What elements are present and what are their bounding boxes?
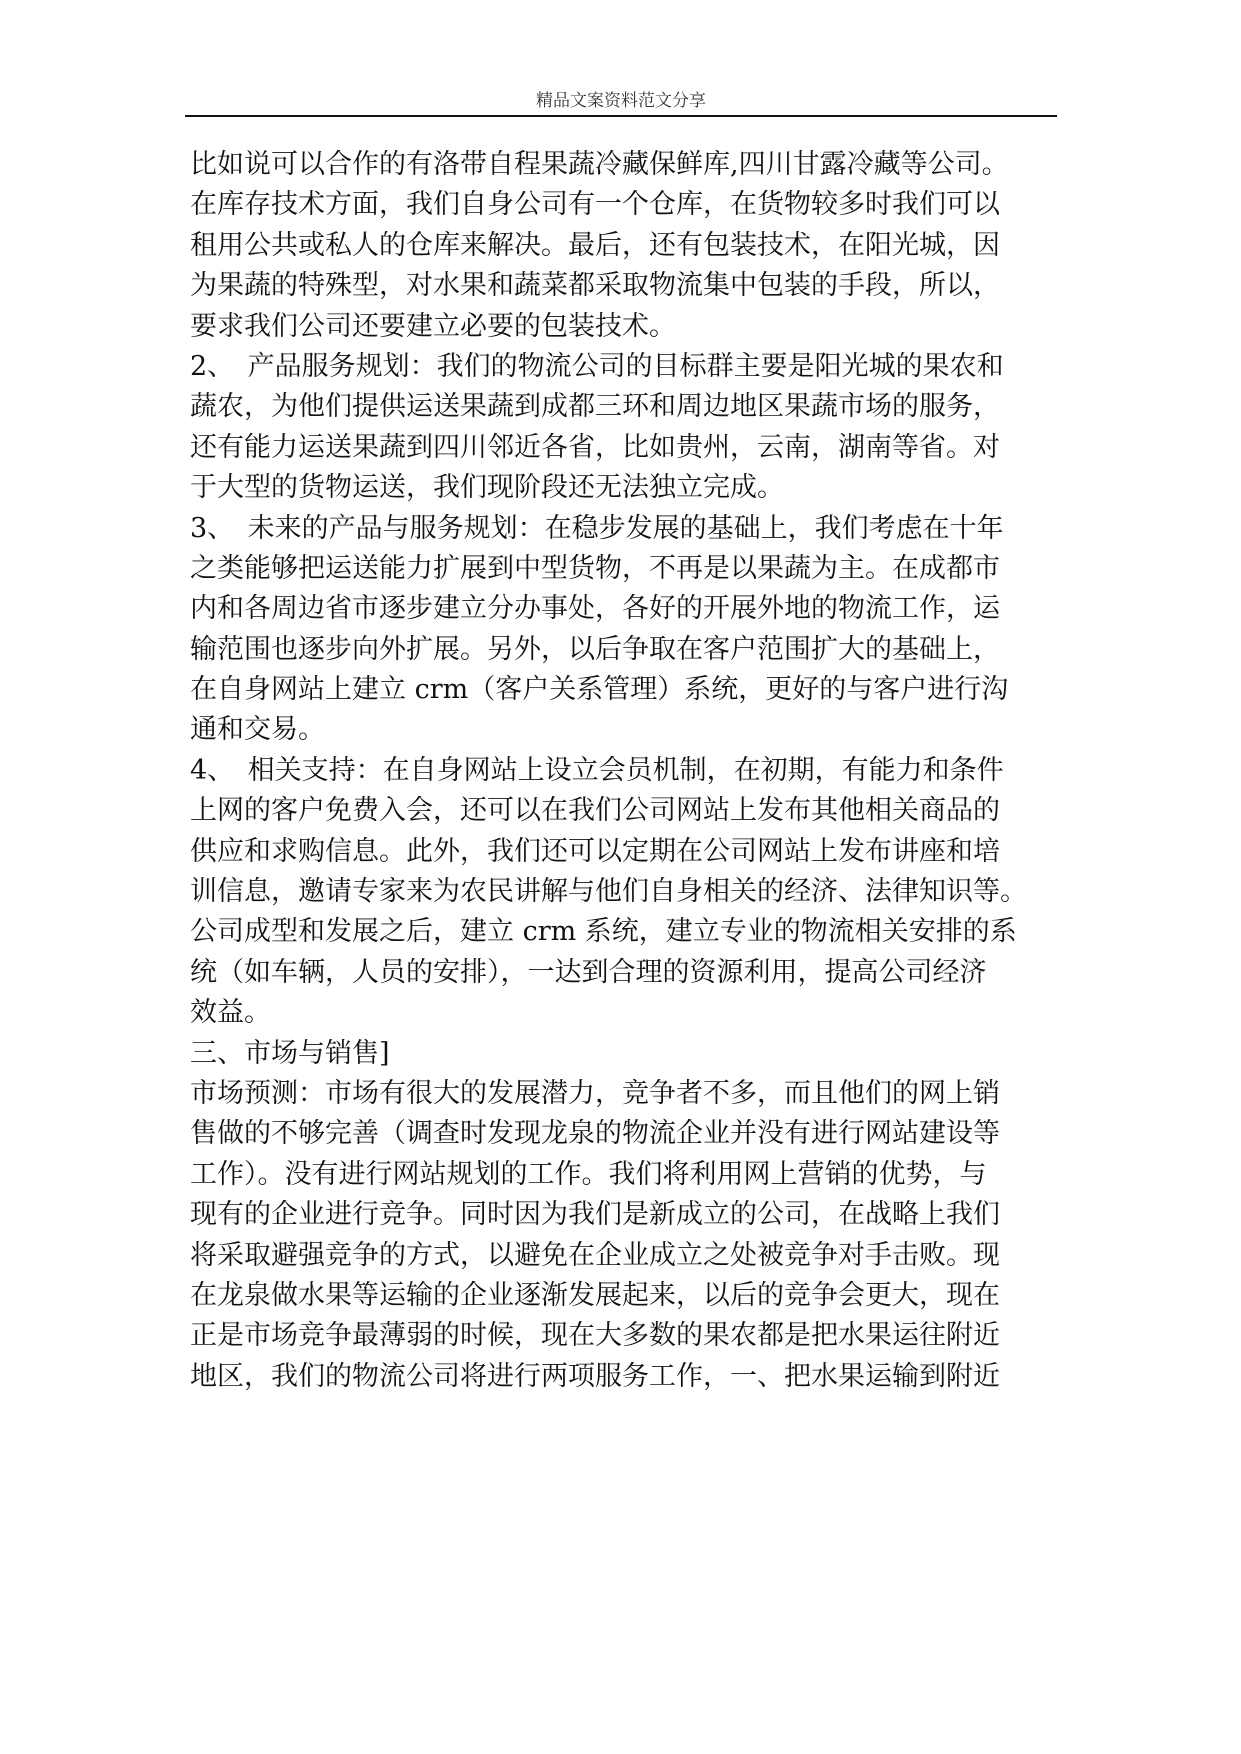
text-line: 在自身网站上建立 crm（客户关系管理）系统，更好的与客户进行沟	[190, 674, 1009, 706]
text-line: 比如说可以合作的有洛带自程果蔬冷藏保鲜库,四川甘露冷藏等公司。	[190, 149, 1009, 180]
text-line: 上网的客户免费入会，还可以在我们公司网站上发布其他相关商品的	[190, 795, 1000, 827]
text-line: 售做的不够完善（调查时发现龙泉的物流企业并没有进行网站建设等	[190, 1118, 1000, 1150]
text-line: 在库存技术方面，我们自身公司有一个仓库，在货物较多时我们可以	[190, 189, 1000, 221]
text-line: 内和各周边省市逐步建立分办事处，各好的开展外地的物流工作，运	[190, 593, 1000, 625]
text-line: 于大型的货物运送，我们现阶段还无法独立完成。	[190, 472, 784, 504]
list-item-2: 2、 产品服务规划：我们的物流公司的目标群主要是阳光城的果农和	[190, 350, 1004, 382]
text-line: 之类能够把运送能力扩展到中型货物，不再是以果蔬为主。在成都市	[190, 552, 1000, 584]
text-line: 为果蔬的特殊型，对水果和蔬菜都采取物流集中包装的手段，所以，	[190, 270, 1000, 302]
text-line: 市场预测：市场有很大的发展潜力，竞争者不多，而且他们的网上销	[190, 1077, 1000, 1109]
text-line: 效益。	[190, 997, 271, 1029]
text-line: 通和交易。	[190, 714, 325, 746]
section-heading: 三、市场与销售]	[190, 1037, 390, 1069]
text-line: 在龙泉做水果等运输的企业逐渐发展起来，以后的竞争会更大，现在	[190, 1279, 1000, 1311]
page-header: 精品文案资料范文分享	[536, 91, 706, 111]
text-line: 输范围也逐步向外扩展。另外，以后争取在客户范围扩大的基础上，	[190, 633, 1000, 665]
text-line: 要求我们公司还要建立必要的包装技术。	[190, 310, 676, 342]
text-line: 供应和求购信息。此外，我们还可以定期在公司网站上发布讲座和培	[190, 835, 1000, 867]
text-line: 工作）。没有进行网站规划的工作。我们将利用网上营销的优势，与	[190, 1158, 987, 1190]
text-line: 训信息，邀请专家来为农民讲解与他们自身相关的经济、法律知识等。	[190, 876, 1027, 908]
text-line: 将采取避强竞争的方式，以避免在企业成立之处被竞争对手击败。现	[190, 1239, 1000, 1271]
document-body	[190, 145, 1090, 1397]
text-line: 租用公共或私人的仓库来解决。最后，还有包装技术，在阳光城，因	[190, 229, 1000, 261]
text-line: 正是市场竞争最薄弱的时候，现在大多数的果农都是把水果运往附近	[190, 1320, 1000, 1352]
text-line: 还有能力运送果蔬到四川邻近各省，比如贵州，云南，湖南等省。对	[190, 431, 1000, 463]
text-line: 蔬农，为他们提供运送果蔬到成都三环和周边地区果蔬市场的服务，	[190, 391, 1000, 423]
list-item-4: 4、 相关支持：在自身网站上设立会员机制，在初期，有能力和条件	[190, 754, 1004, 786]
text-line: 统（如车辆，人员的安排），一达到合理的资源利用，提高公司经济	[190, 956, 987, 988]
list-item-3: 3、 未来的产品与服务规划：在稳步发展的基础上，我们考虑在十年	[190, 512, 1004, 544]
text-line: 地区，我们的物流公司将进行两项服务工作，一、把水果运输到附近	[190, 1360, 1000, 1392]
text-line: 公司成型和发展之后，建立 crm 系统，建立专业的物流相关安排的系	[190, 916, 1017, 948]
text-line: 现有的企业进行竞争。同时因为我们是新成立的公司，在战略上我们	[190, 1199, 1000, 1231]
header-rule	[185, 115, 1057, 117]
